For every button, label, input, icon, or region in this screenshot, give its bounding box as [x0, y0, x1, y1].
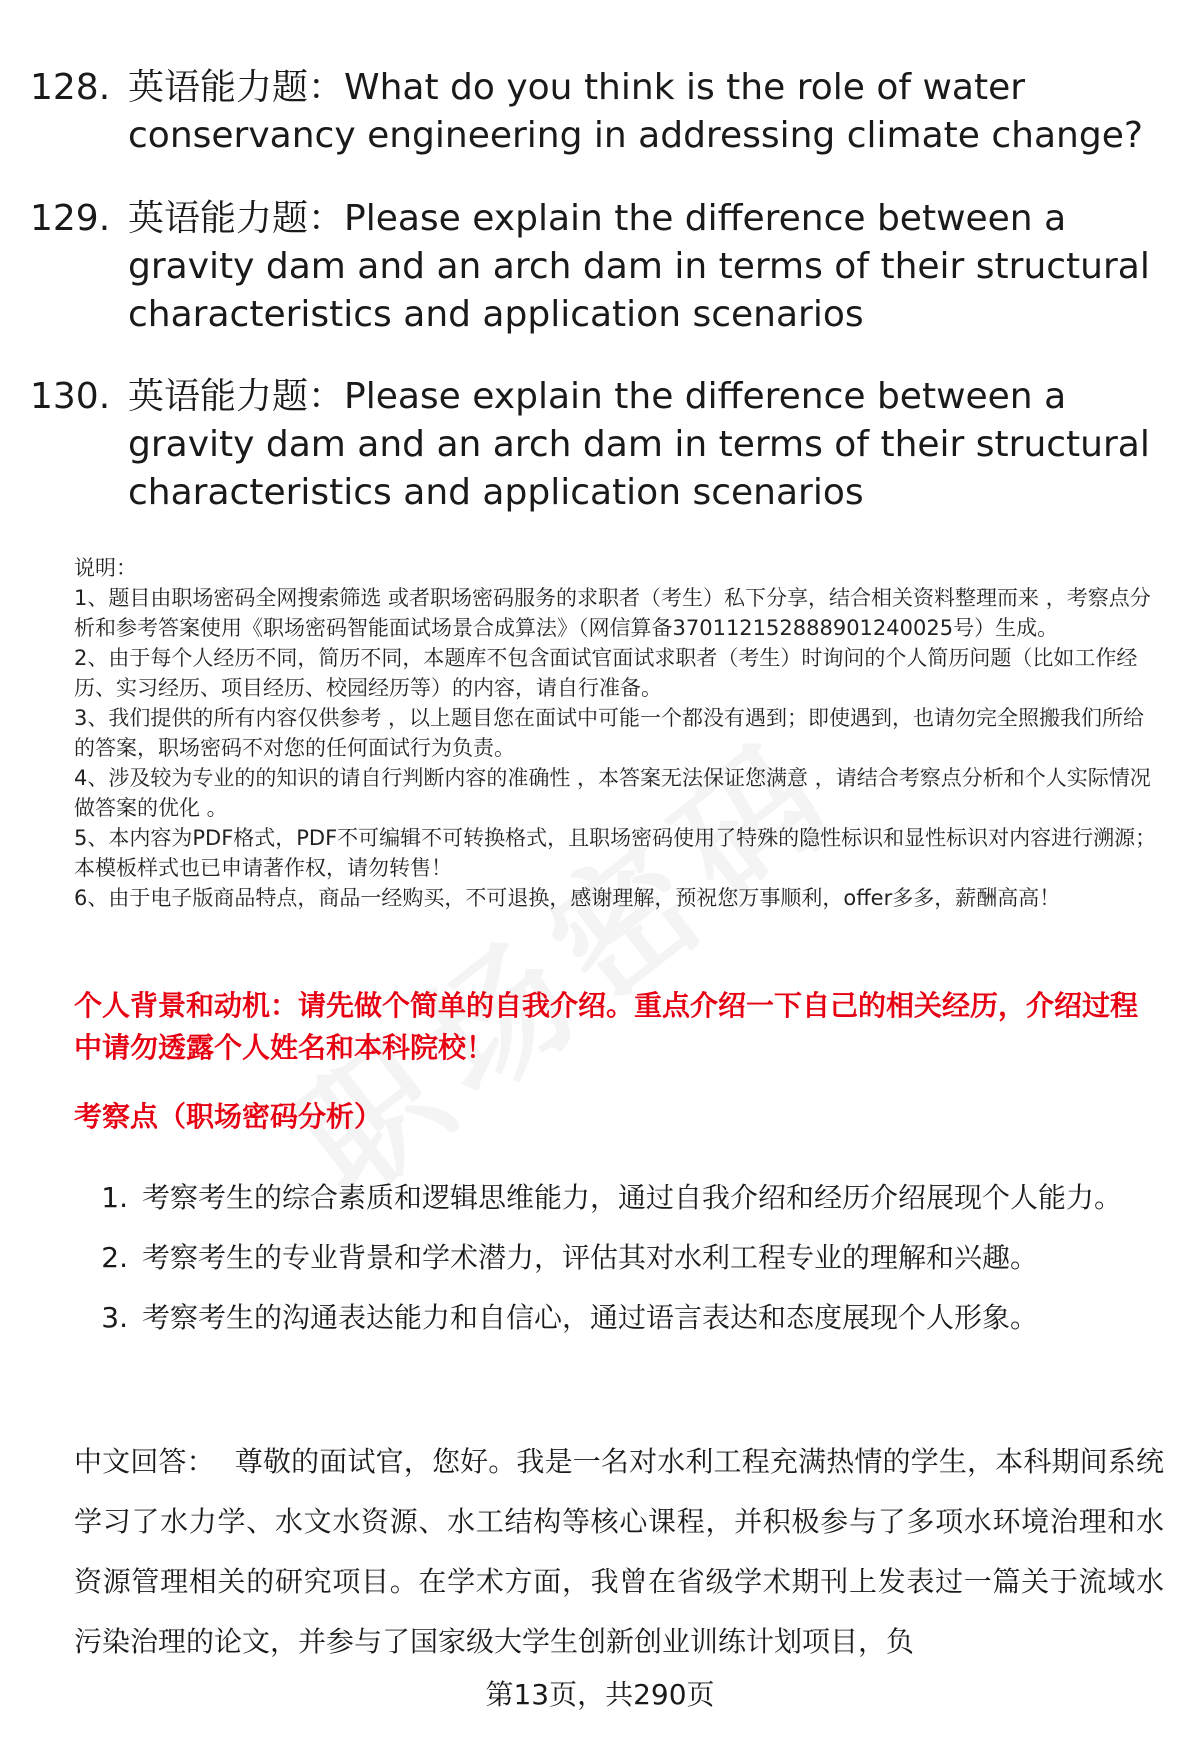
answer-text: 尊敬的面试官，您好。我是一名对水利工程充满热情的学生，本科期间系统学习了水力学、水文水资源、水工结构等核心课程，并积极参与了多项水环境治理和水资源管理相关的研究项目。在学术方面，我曾在省级学术期刊上发表过一篇关于流域水污染治理的论文，并参与了国家级大学生创新创业训练计划项目，负 — [74, 1445, 1164, 1658]
kcd-heading: 考察点（职场密码分析） — [74, 1100, 383, 1133]
note-item: 1、题目由职场密码全网搜索筛选 或者职场密码服务的求职者（考生）私下分享，结合相关资料整理而来 ，考察点分析和参考答案使用《职场密码智能面试场景合成算法》（网信算备370112152888901240025号）生成。 — [74, 586, 1151, 640]
background-question: 个人背景和动机：请先做个简单的自我介绍。重点介绍一下自己的相关经历，介绍过程中请勿透露个人姓名和本科院校！ — [74, 989, 1139, 1064]
note-item: 3、我们提供的所有内容仅供参考 ，以上题目您在面试中可能一个都没有遇到；即使遇到，也请勿完全照搬我们所给的答案，职场密码不对您的任何面试行为负责。 — [74, 706, 1145, 760]
point-text: 考察考生的沟通表达能力和自信心，通过语言表达和态度展现个人形象。 — [142, 1301, 1039, 1334]
point-text: 考察考生的专业背景和学术潜力，评估其对水利工程专业的理解和兴趣。 — [142, 1241, 1039, 1274]
question-text: 英语能力题：Please explain the difference between a gravity dam and an arch dam in terms of their structural characteristics and application scenarios — [128, 376, 1150, 513]
question-number: 129. — [30, 198, 111, 239]
kcd-point — [74, 1288, 1164, 1348]
answer-section — [74, 1432, 1164, 1672]
question-text: 英语能力题：What do you think is the role of water conservancy engineering in addressing climate change? — [128, 67, 1143, 156]
note-item: 2、由于每个人经历不同，简历不同，本题库不包含面试官面试求职者（考生）时询问的个人简历问题（比如工作经历、实习经历、项目经历、校园经历等）的内容，请自行准备。 — [74, 646, 1138, 700]
question-number: 130. — [30, 376, 111, 417]
question-128 — [30, 64, 1170, 160]
page-number: 第13页，共290页 — [485, 1678, 715, 1711]
answer-label: 中文回答： — [74, 1445, 215, 1478]
question-130 — [30, 373, 1170, 517]
kcd-point — [74, 1228, 1164, 1288]
point-number: 2. — [101, 1241, 128, 1274]
question-number: 128. — [30, 67, 111, 108]
note-item: 5、本内容为PDF格式，PDF不可编辑不可转换格式，且职场密码使用了特殊的隐性标识和显性标识对内容进行溯源；本模板样式也已申请著作权，请勿转售！ — [74, 826, 1157, 880]
point-number: 3. — [101, 1301, 128, 1334]
question-text: 英语能力题：Please explain the difference between a gravity dam and an arch dam in terms of their structural characteristics and application scenarios — [128, 198, 1150, 335]
question-129 — [30, 195, 1170, 339]
note-item: 4、涉及较为专业的的知识的请自行判断内容的准确性 ，本答案无法保证您满意 ，请结合考察点分析和个人实际情况做答案的优化 。 — [74, 766, 1151, 820]
point-number: 1. — [101, 1181, 128, 1214]
notes-title: 说明： — [74, 556, 137, 580]
notes-section — [74, 553, 1164, 913]
point-text: 考察考生的综合素质和逻辑思维能力，通过自我介绍和经历介绍展现个人能力。 — [142, 1181, 1123, 1214]
note-item: 6、由于电子版商品特点，商品一经购买，不可退换，感谢理解，预祝您万事顺利，offer多多，薪酬高高！ — [74, 886, 1061, 910]
kcd-points — [74, 1168, 1164, 1348]
kcd-point — [74, 1168, 1164, 1228]
